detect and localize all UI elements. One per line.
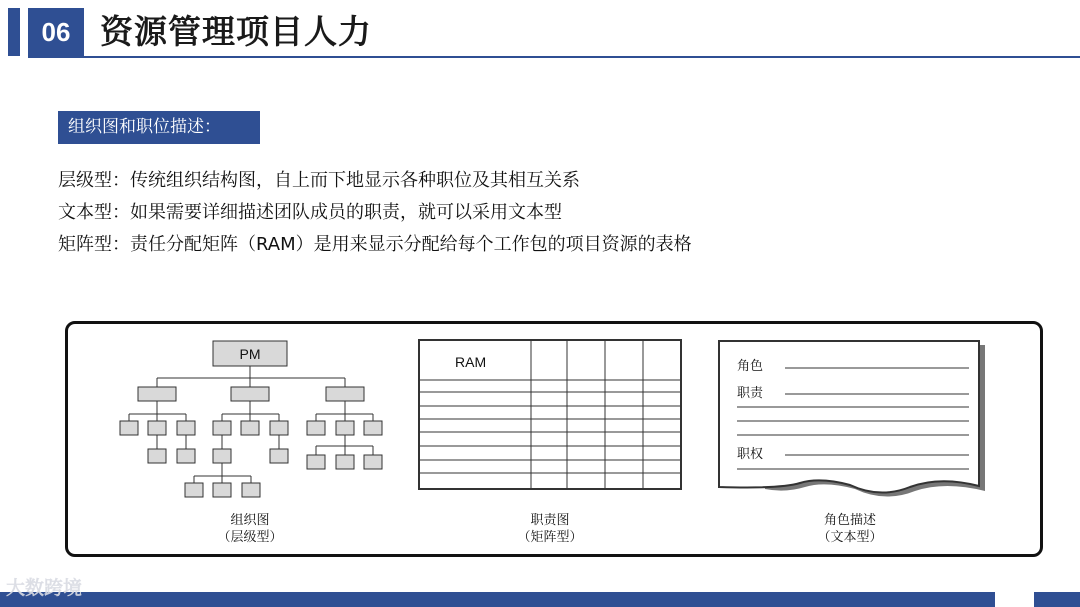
footer-bar-right xyxy=(1034,592,1080,607)
footer-bar xyxy=(0,592,995,607)
org-box xyxy=(213,483,231,497)
header-divider xyxy=(28,56,1080,58)
watermark-logo: 大数跨境 xyxy=(6,577,83,599)
org-box xyxy=(270,449,288,463)
org-box xyxy=(213,421,231,435)
description-matrix: 矩阵型：责任分配矩阵（RAM）是用来显示分配给每个工作包的项目资源的表格 xyxy=(58,234,692,255)
org-box xyxy=(270,421,288,435)
description-text: 文本型：如果需要详细描述团队成员的职责，就可以采用文本型 xyxy=(58,202,562,223)
text-form-field-duty: 职责 xyxy=(737,386,764,401)
org-box xyxy=(364,455,382,469)
matrix-caption-line2: （矩阵型） xyxy=(517,530,583,545)
matrix-caption-line1: 职责图 xyxy=(530,513,570,528)
text-form-caption-line1: 角色描述 xyxy=(823,513,876,528)
org-box xyxy=(307,455,325,469)
org-pm-label: PM xyxy=(239,346,261,362)
org-chart-boxes xyxy=(120,341,382,497)
org-box xyxy=(241,421,259,435)
description-hierarchy: 层级型：传统组织结构图，自上而下地显示各种职位及其相互关系 xyxy=(58,170,580,191)
org-box xyxy=(231,387,269,401)
org-chart-caption-line2: （层级型） xyxy=(217,530,283,545)
page-title: 资源管理项目人力 xyxy=(100,12,372,51)
ram-header: RAM xyxy=(455,354,487,370)
org-box xyxy=(242,483,260,497)
org-box xyxy=(307,421,325,435)
matrix-caption xyxy=(500,512,600,546)
org-box xyxy=(326,387,364,401)
section-label: 组织图和职位描述： xyxy=(58,111,260,144)
section-number: 06 xyxy=(28,8,84,56)
org-box xyxy=(336,421,354,435)
org-box xyxy=(185,483,203,497)
header-accent-bar xyxy=(8,8,20,56)
org-box xyxy=(148,421,166,435)
org-box xyxy=(213,449,231,463)
org-box xyxy=(336,455,354,469)
org-chart-caption xyxy=(200,512,300,546)
org-chart-caption-line1: 组织图 xyxy=(230,513,270,528)
org-box xyxy=(148,449,166,463)
org-box xyxy=(120,421,138,435)
text-form-field-authority: 职权 xyxy=(737,447,764,462)
text-form-field-role: 角色 xyxy=(737,359,764,374)
text-form-caption-line2: （文本型） xyxy=(817,530,883,545)
org-box xyxy=(177,449,195,463)
org-box xyxy=(364,421,382,435)
org-box xyxy=(138,387,176,401)
org-box xyxy=(177,421,195,435)
text-form-caption xyxy=(800,512,900,546)
